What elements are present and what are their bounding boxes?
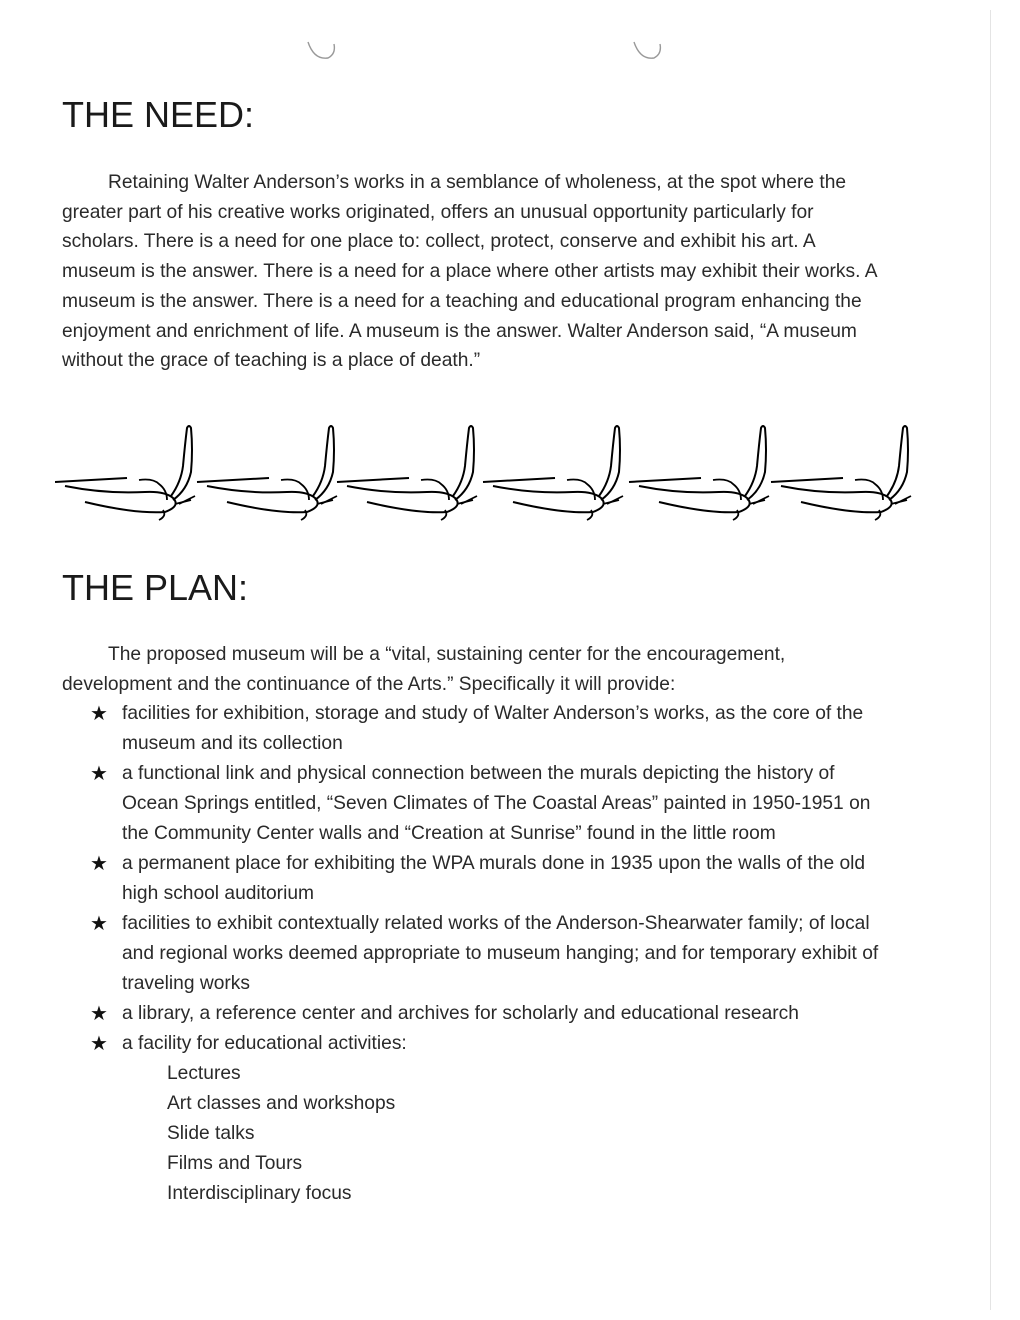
need-heading: THE NEED: bbox=[62, 94, 255, 135]
activity-item: Films and Tours bbox=[167, 1153, 303, 1174]
activity-item: Slide talks bbox=[167, 1123, 255, 1144]
activities-list bbox=[122, 1059, 890, 1209]
star-icon: ★ bbox=[90, 703, 108, 725]
list-item: ★ a functional link and physical connection between the murals depicting the history of Ocean Springs entitled, “Seven Climates of The Coastal Areas” painted in 1950-1951 on the Community Center walls and “Creation at Sunrise” found in the little room bbox=[90, 759, 890, 849]
list-item: ★ a library, a reference center and archives for scholarly and educational research bbox=[90, 999, 890, 1029]
need-paragraph: Retaining Walter Anderson’s works in a semblance of wholeness, at the spot where the greater part of his creative works originated, offers an unusual opportunity particularly for scholars. There is a need for one place to: collect, protect, conserve and exhibit his art. A museum is the answer. There is a need for a place where other artists may exhibit their works. A museum is the answer. There is a need for a teaching and educational program enhancing the enjoyment and enrichment of life. A museum is the answer. Walter Anderson said, “A museum without the grace of teaching is a place of death.” bbox=[62, 172, 877, 372]
list-item: ★ facilities for exhibition, storage and study of Walter Anderson’s works, as the core of the museum and its collection bbox=[90, 699, 890, 759]
activity-item: Interdisciplinary focus bbox=[167, 1183, 352, 1204]
star-icon: ★ bbox=[90, 1033, 108, 1055]
plan-heading: THE PLAN: bbox=[62, 567, 249, 608]
plan-list bbox=[90, 699, 890, 1209]
list-item: ★ a facility for educational activities: Lectures Art classes and workshops Slide talks Films and Tours Interdisciplinary focus bbox=[90, 1029, 890, 1209]
star-icon: ★ bbox=[90, 913, 108, 935]
list-item: ★ facilities to exhibit contextually related works of the Anderson-Shearwater family; of local and regional works deemed appropriate to museum hanging; and for temporary exhibit of traveling works bbox=[90, 909, 890, 999]
punch-hole-icon bbox=[628, 30, 668, 66]
list-item: ★ a permanent place for exhibiting the WPA murals done in 1935 upon the walls of the old high school auditorium bbox=[90, 849, 890, 909]
plan-intro: The proposed museum will be a “vital, sustaining center for the encouragement, development and the continuance of the Arts.” Specifically it will provide: bbox=[62, 644, 786, 695]
star-icon: ★ bbox=[90, 763, 108, 785]
star-icon: ★ bbox=[90, 853, 108, 875]
star-icon: ★ bbox=[90, 1003, 108, 1025]
page-edge-shadow bbox=[990, 10, 991, 1310]
activity-item: Lectures bbox=[167, 1063, 241, 1084]
punch-hole-icon bbox=[302, 30, 342, 66]
activity-item: Art classes and workshops bbox=[167, 1093, 396, 1114]
seagull-divider bbox=[55, 420, 925, 530]
